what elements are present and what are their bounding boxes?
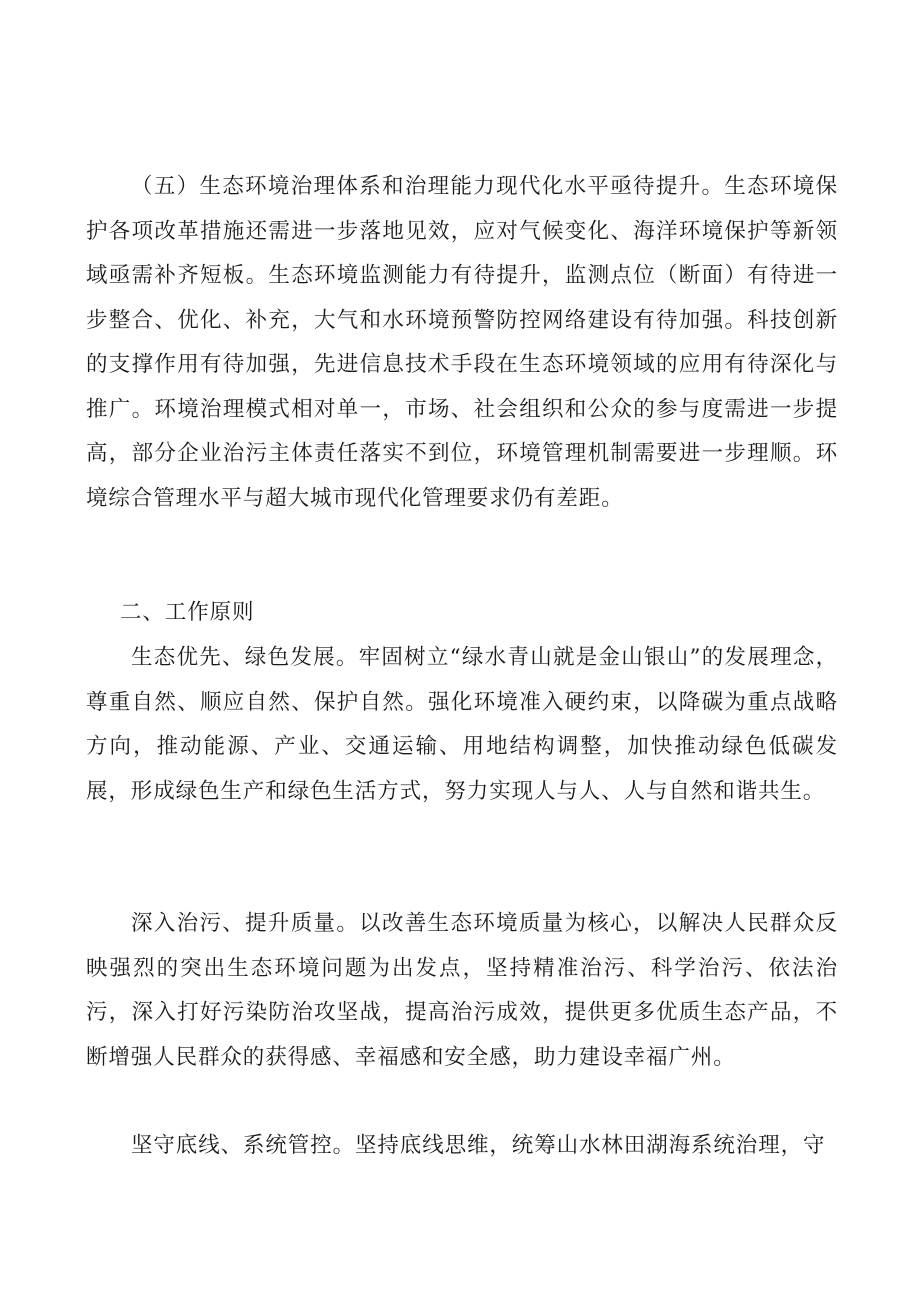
paragraph-ecology-first: 生态优先、绿色发展。牢固树立“绿水青山就是金山银山”的发展理念，尊重自然、顺应自然、保护自然。强化环境准入硬约束，以降碳为重点战略方向，推动能源、产业、交通运输、用地结构调整，加快推动绿色低碳发展，形成绿色生产和绿色生活方式，努力实现人与人、人与自然和谐共生。	[86, 645, 838, 804]
paragraph-governance-capacity: （五）生态环境治理体系和治理能力现代化水平亟待提升。生态环境保护各项改革措施还需进一步落地见效，应对气候变化、海洋环境保护等新领域亟需补齐短板。生态环境监测能力有待提升，监测点位（断面）有待进一步整合、优化、补充，大气和水环境预警防控网络建设有待加强。科技创新的支撑作用有待加强，先进信息技术手段在生态环境领域的应用有待深化与推广。环境治理模式相对单一，市场、社会组织和公众的参与度需进一步提高，部分企业治污主体责任落实不到位，环境管理机制需要进一步理顺。环境综合管理水平与超大城市现代化管理要求仍有差距。	[86, 174, 838, 511]
paragraph-bottom-line-control: 坚守底线、系统管控。坚持底线思维，统筹山水林田湖海系统治理，守	[131, 1133, 826, 1158]
section-heading-work-principles: 二、工作原则	[120, 600, 255, 625]
paragraph-deep-pollution-control: 深入治污、提升质量。以改善生态环境质量为核心，以解决人民群众反映强烈的突出生态环境问题为出发点，坚持精准治污、科学治污、依法治污，深入打好污染防治攻坚战，提高治污成效，提供更多优质生态产品，不断增强人民群众的获得感、幸福感和安全感，助力建设幸福广州。	[86, 911, 838, 1070]
